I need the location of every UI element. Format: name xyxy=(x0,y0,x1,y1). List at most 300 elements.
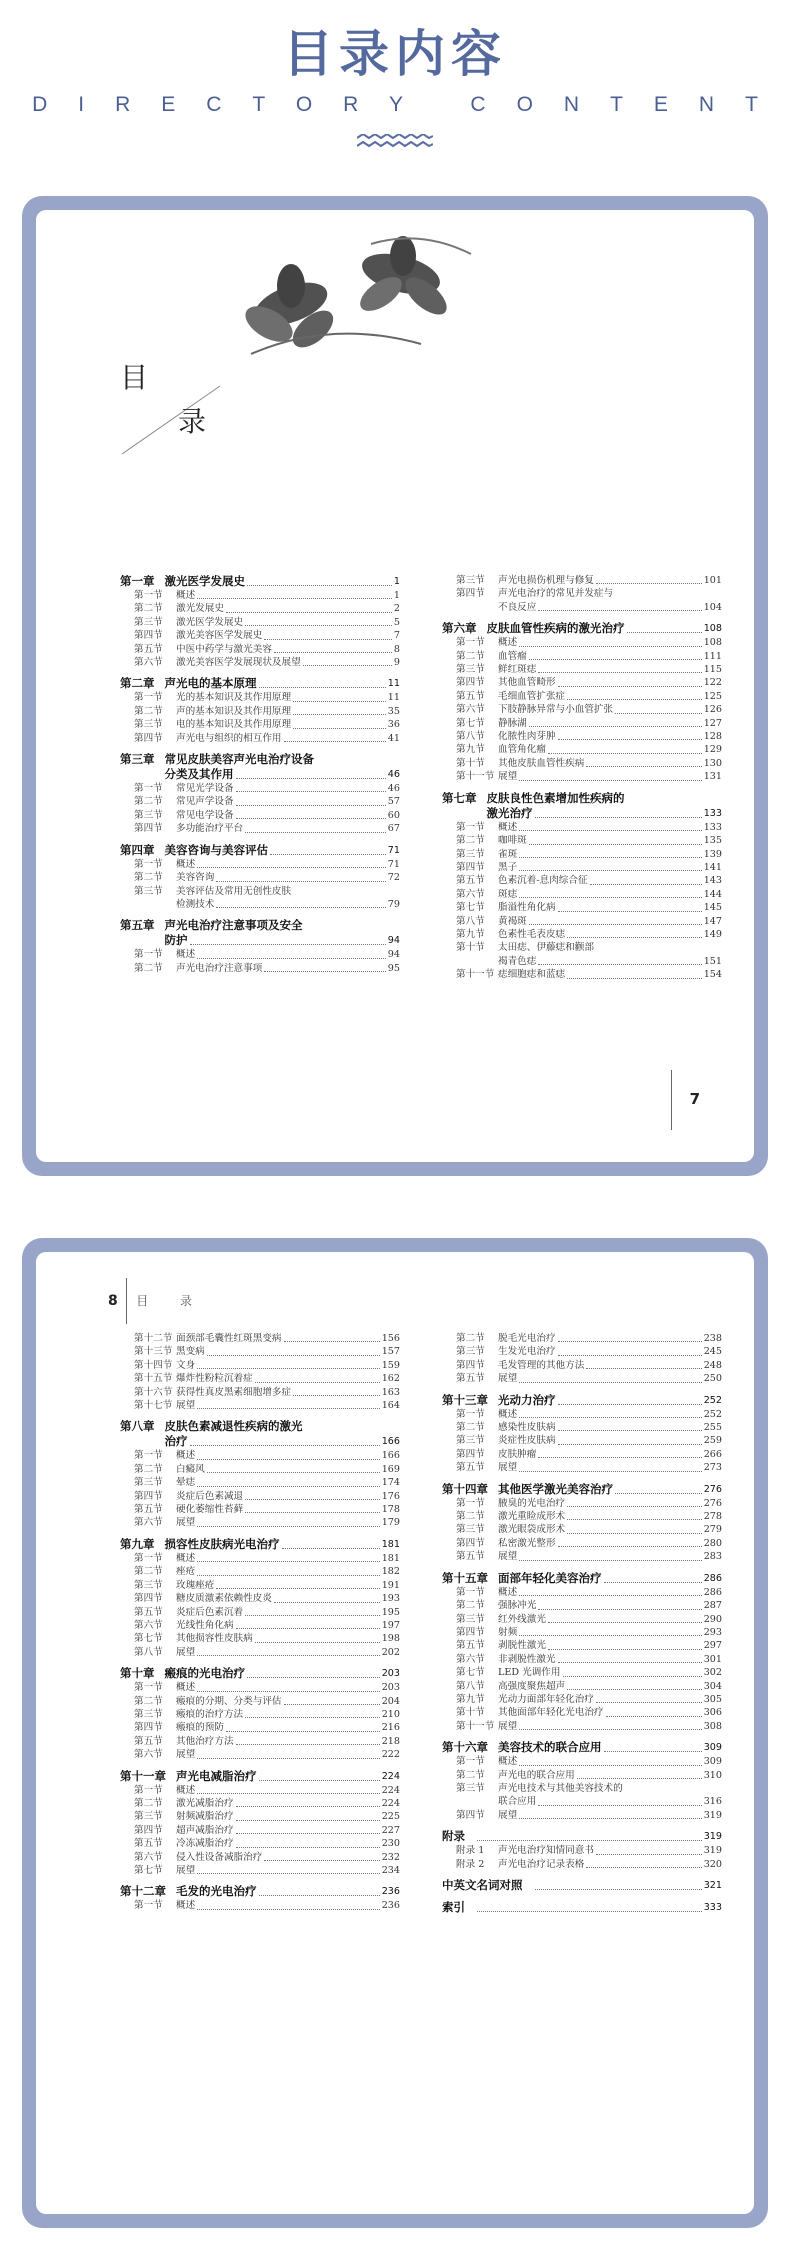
section-title: 激光减脂治疗 xyxy=(176,1797,234,1809)
page-ref: 308 xyxy=(703,1720,722,1732)
section-title: 概述 xyxy=(498,1408,518,1420)
leader-dots xyxy=(284,1341,380,1342)
leader-dots xyxy=(197,1408,380,1409)
section-number: 第二节 xyxy=(456,835,485,847)
toc-section xyxy=(442,941,722,954)
leader-dots xyxy=(197,1691,380,1692)
page-ref: 181 xyxy=(381,1538,400,1550)
chapter-number: 第十一章 xyxy=(120,1768,166,1783)
section-number: 第二节 xyxy=(134,796,163,808)
page-ref: 276 xyxy=(703,1483,722,1495)
toc-section xyxy=(120,948,400,961)
section-title: 黑子 xyxy=(498,861,518,873)
leader-dots xyxy=(519,1635,702,1636)
section-number: 第三节 xyxy=(134,809,163,821)
section-number: 第一节 xyxy=(134,1682,163,1694)
section-number: 第十节 xyxy=(456,757,485,769)
section-title: 侵入性设备减脂治疗 xyxy=(176,1851,263,1863)
section-number: 第四节 xyxy=(456,1809,485,1821)
toc-section xyxy=(120,1748,400,1761)
section-title: 雀斑 xyxy=(498,848,518,860)
leader-dots xyxy=(563,1676,702,1677)
toc-section xyxy=(442,1653,722,1666)
toc-chapter xyxy=(120,843,400,858)
chapter-title: 其他医学激光美容治疗 xyxy=(498,1481,613,1496)
section-title: 下肢静脉异常与小血管扩张 xyxy=(498,704,614,716)
section-title: 瘢痕的预防 xyxy=(176,1722,224,1734)
section-title: 概述 xyxy=(176,1552,196,1564)
section-number: 第九节 xyxy=(456,744,485,756)
chapter-number: 第十二章 xyxy=(120,1884,166,1899)
leader-dots xyxy=(596,1702,702,1703)
section-number: 第四节 xyxy=(456,1359,485,1371)
section-number: 第一节 xyxy=(456,1408,485,1420)
page-ref: 154 xyxy=(703,969,722,981)
toc-section xyxy=(120,1359,400,1372)
chapter-title-continued: 激光治疗 xyxy=(486,805,533,820)
page-ref: 319 xyxy=(703,1809,722,1821)
toc-section xyxy=(120,795,400,808)
section-title: 概述 xyxy=(176,1682,196,1694)
leader-dots xyxy=(245,1499,380,1500)
page-ref: 316 xyxy=(703,1796,722,1808)
section-number: 附录 2 xyxy=(456,1858,485,1870)
leader-dots xyxy=(590,884,702,885)
page-ref: 319 xyxy=(703,1831,722,1843)
section-number: 第一节 xyxy=(456,1756,485,1768)
section-title: 展望 xyxy=(176,1400,196,1412)
section-title: 静脉湖 xyxy=(498,717,527,729)
section-title: 光动力面部年轻化治疗 xyxy=(498,1693,594,1705)
chapter-title: 面部年轻化美容治疗 xyxy=(498,1570,602,1585)
page-ref: 224 xyxy=(381,1797,400,1809)
leader-dots xyxy=(216,1588,379,1589)
toc-section xyxy=(442,1639,722,1652)
section-number: 第七节 xyxy=(134,1633,163,1645)
section-number: 第六节 xyxy=(456,1653,485,1665)
section-number: 第三节 xyxy=(456,1782,485,1794)
page-ref: 115 xyxy=(703,664,722,676)
leader-dots xyxy=(519,1595,702,1596)
leader-dots xyxy=(197,867,386,868)
running-header-text: 目 录 xyxy=(136,1294,207,1308)
leader-dots xyxy=(255,1642,380,1643)
section-title: 概述 xyxy=(176,590,196,601)
toc-section xyxy=(120,602,400,615)
leader-dots xyxy=(216,881,385,882)
section-title: 展望 xyxy=(498,1720,518,1732)
section-number: 第二节 xyxy=(134,1797,163,1809)
leader-dots xyxy=(197,1873,380,1874)
section-title: 声光电技术与其他美容技术的 xyxy=(498,1782,623,1794)
section-title: 展望 xyxy=(498,1551,518,1563)
toc-chapter-continued xyxy=(442,806,722,821)
toc-section xyxy=(442,1497,722,1510)
section-number: 第二节 xyxy=(456,1511,485,1523)
section-number: 第十七节 xyxy=(134,1400,173,1412)
section-number: 第四节 xyxy=(456,1537,485,1549)
page-ref: 280 xyxy=(703,1537,722,1549)
page-ref: 11 xyxy=(387,692,400,704)
page-ref: 320 xyxy=(703,1858,722,1870)
toc-section xyxy=(442,703,722,716)
leader-dots xyxy=(247,585,392,586)
leader-dots xyxy=(197,958,386,959)
mulu-character-1: 目 xyxy=(120,361,149,394)
leader-dots xyxy=(558,911,702,912)
section-number: 第六节 xyxy=(134,1619,163,1631)
chapter-title: 毛发的光电治疗 xyxy=(176,1884,257,1899)
page-ref: 2 xyxy=(393,603,400,615)
section-title-continued: 检测技术 xyxy=(176,898,215,910)
section-title-continued: 不良反应 xyxy=(498,601,537,613)
section-title: 炎症后色素减退 xyxy=(176,1490,244,1502)
toc-section-continued xyxy=(120,898,400,911)
section-title-continued: 联合应用 xyxy=(498,1796,537,1808)
section-title: 感染性皮肤病 xyxy=(498,1422,556,1434)
toc-section xyxy=(442,574,722,587)
section-number: 第一节 xyxy=(134,692,163,704)
section-number: 第十一节 xyxy=(456,969,495,981)
section-number: 第四节 xyxy=(134,1593,163,1605)
leader-dots xyxy=(567,978,702,979)
toc-section-continued xyxy=(442,955,722,968)
section-title: 展望 xyxy=(498,1373,518,1385)
section-number: 第六节 xyxy=(134,1851,163,1863)
toc-section xyxy=(120,589,400,602)
page-ref: 156 xyxy=(381,1333,400,1344)
leader-dots xyxy=(529,844,702,845)
section-title: 声光电的联合应用 xyxy=(498,1769,575,1781)
toc-section xyxy=(120,1503,400,1516)
page-ref: 225 xyxy=(381,1811,400,1823)
leader-dots xyxy=(226,1731,380,1732)
toc-section xyxy=(442,1720,722,1733)
toc-section xyxy=(120,962,400,975)
section-title: 冷冻减脂治疗 xyxy=(176,1838,234,1850)
leader-dots xyxy=(245,1717,380,1718)
page-ref: 131 xyxy=(703,771,722,783)
section-title: 鲜红斑痣 xyxy=(498,664,537,676)
leader-dots xyxy=(596,1854,702,1855)
leader-dots xyxy=(586,1867,701,1868)
leader-dots xyxy=(567,1533,702,1534)
page-ref: 94 xyxy=(387,935,400,947)
section-number: 第五节 xyxy=(456,875,485,887)
leader-dots xyxy=(558,1546,702,1547)
leader-dots xyxy=(236,1847,380,1848)
leader-dots xyxy=(535,817,702,818)
page-number-divider xyxy=(671,1070,672,1130)
section-title: 黑变病 xyxy=(176,1346,205,1358)
page-ref: 126 xyxy=(703,704,722,716)
section-number: 第三节 xyxy=(134,616,163,628)
leader-dots xyxy=(197,1368,380,1369)
toc-chapter xyxy=(120,676,400,691)
section-title: 声光电与组织的相互作用 xyxy=(176,732,282,744)
leader-dots xyxy=(236,791,386,792)
leader-dots xyxy=(538,610,701,611)
toc-section xyxy=(120,1386,400,1399)
leader-dots xyxy=(519,870,702,871)
leader-dots xyxy=(207,1355,380,1356)
page-ref: 301 xyxy=(703,1653,722,1665)
leader-dots xyxy=(519,1417,702,1418)
chapter-title: 瘢痕的光电治疗 xyxy=(164,1666,245,1681)
leader-dots xyxy=(567,937,702,938)
toc-section xyxy=(120,1864,400,1877)
toc-chapter xyxy=(120,918,400,933)
section-number: 第三节 xyxy=(134,1579,163,1591)
page-ref: 287 xyxy=(703,1600,722,1612)
section-title: 声光电治疗注意事项 xyxy=(176,962,263,974)
page-ref: 283 xyxy=(703,1551,722,1563)
toc-section xyxy=(120,643,400,656)
page-ref: 104 xyxy=(703,601,722,613)
page-ref: 321 xyxy=(703,1880,722,1891)
section-number: 第一节 xyxy=(456,637,485,649)
page-ref: 310 xyxy=(703,1769,722,1781)
section-title: 色素沉着-息肉综合征 xyxy=(498,875,588,887)
page-ref: 236 xyxy=(381,1900,400,1912)
toc-section xyxy=(442,1680,722,1693)
chapter-number: 附录 xyxy=(442,1829,465,1844)
toc-section xyxy=(120,616,400,629)
section-title: 化脓性肉芽肿 xyxy=(498,731,556,743)
chapter-number: 第十六章 xyxy=(442,1740,488,1755)
section-number: 第八节 xyxy=(134,1646,163,1658)
chapter-title: 激光医学发展史 xyxy=(164,574,245,588)
section-number: 第十一节 xyxy=(456,1720,495,1732)
leader-dots xyxy=(236,1628,380,1629)
leader-dots xyxy=(270,854,386,855)
chapter-title-continued: 防护 xyxy=(164,933,188,948)
section-number: 第五节 xyxy=(456,1373,485,1385)
section-number: 第一节 xyxy=(134,949,163,961)
toc-section xyxy=(442,1332,722,1345)
leader-dots xyxy=(558,1404,702,1405)
page-ref: 147 xyxy=(703,915,722,927)
section-number: 第十三节 xyxy=(134,1346,173,1358)
leader-dots xyxy=(236,1744,380,1745)
leader-dots xyxy=(477,1911,702,1912)
toc-section xyxy=(120,1695,400,1708)
leader-dots xyxy=(519,1765,702,1766)
leader-dots xyxy=(259,1780,380,1781)
section-number: 第五节 xyxy=(134,1838,163,1850)
page-ref: 71 xyxy=(387,858,400,870)
toc-section xyxy=(120,1735,400,1748)
leader-dots xyxy=(558,1355,702,1356)
leader-dots xyxy=(577,1778,702,1779)
leader-dots xyxy=(293,714,386,715)
section-number: 第二节 xyxy=(456,1422,485,1434)
page-ref: 46 xyxy=(387,769,400,781)
leader-dots xyxy=(538,1805,701,1806)
leader-dots xyxy=(596,583,702,584)
page-ref: 94 xyxy=(387,949,400,961)
toc-section xyxy=(442,1434,722,1447)
chapter-title: 美容咨询与美容评估 xyxy=(164,842,268,857)
section-number: 第十四节 xyxy=(134,1359,173,1371)
toc-section xyxy=(120,732,400,745)
section-number: 第十六节 xyxy=(134,1386,173,1398)
section-title: 血管角化瘤 xyxy=(498,744,546,756)
section-number: 第三节 xyxy=(134,719,163,731)
section-number: 附录 1 xyxy=(456,1845,485,1857)
section-number: 第八节 xyxy=(456,1680,485,1692)
page-ref: 248 xyxy=(703,1359,722,1371)
section-number: 第七节 xyxy=(456,902,485,914)
section-number: 第二节 xyxy=(134,1695,163,1707)
leader-dots xyxy=(519,897,702,898)
sub-title: DIRECTORY CONTENT xyxy=(32,93,789,116)
section-number: 第二节 xyxy=(134,1566,163,1578)
page-ref: 162 xyxy=(381,1373,400,1385)
section-title: 中医中药学与激光美容 xyxy=(176,643,272,655)
section-number: 第十节 xyxy=(456,942,485,954)
section-number: 第五节 xyxy=(456,1551,485,1563)
section-number: 第九节 xyxy=(456,928,485,940)
section-number: 第十二节 xyxy=(134,1333,173,1344)
section-title: 获得性真皮黑素细胞增多症 xyxy=(176,1386,292,1398)
chapter-title: 美容技术的联合应用 xyxy=(498,1740,602,1755)
page-ref: 191 xyxy=(381,1579,400,1591)
toc-section xyxy=(120,1606,400,1619)
section-title: 私密激光整形 xyxy=(498,1537,556,1549)
main-title: 目录内容 xyxy=(283,25,507,83)
toc-section xyxy=(120,1399,400,1412)
toc-section xyxy=(442,690,722,703)
toc-section xyxy=(120,1837,400,1850)
page-ref: 286 xyxy=(703,1572,722,1584)
leader-dots xyxy=(247,1677,380,1678)
toc-section xyxy=(442,928,722,941)
page-ref: 71 xyxy=(387,844,400,856)
section-number: 第三节 xyxy=(456,664,485,676)
toc-chapter-continued xyxy=(120,767,400,782)
section-title: 概述 xyxy=(176,1784,196,1796)
toc-section xyxy=(120,1632,400,1645)
page-ref: 216 xyxy=(381,1722,400,1734)
section-number: 第三节 xyxy=(134,885,163,897)
section-title: 声光电损伤机理与修复 xyxy=(498,575,594,586)
section-title: 射频减脂治疗 xyxy=(176,1811,234,1823)
toc-section xyxy=(442,1626,722,1639)
page-number: 7 xyxy=(689,1090,700,1108)
section-number: 第十一节 xyxy=(456,771,495,783)
toc-section xyxy=(120,885,400,898)
page-ref: 273 xyxy=(703,1462,722,1474)
section-number: 第四节 xyxy=(456,1448,485,1460)
toc-section xyxy=(442,1613,722,1626)
toc-section xyxy=(442,1523,722,1536)
page-ref: 166 xyxy=(381,1450,400,1462)
section-title: 瘢痕的治疗方法 xyxy=(176,1708,244,1720)
leader-dots xyxy=(259,687,386,688)
leader-dots xyxy=(197,1459,380,1460)
page-ref: 163 xyxy=(381,1386,400,1398)
chapter-number: 第八章 xyxy=(120,1419,155,1434)
page-ref: 95 xyxy=(387,962,400,974)
toc-chapter-continued xyxy=(120,1434,400,1449)
section-number: 第三节 xyxy=(134,1708,163,1720)
toc-section xyxy=(442,636,722,649)
page-ref: 224 xyxy=(381,1784,400,1796)
section-title: 概述 xyxy=(498,637,518,649)
leader-dots xyxy=(567,1689,702,1690)
leader-dots xyxy=(477,1840,702,1841)
page-ref: 319 xyxy=(703,1845,722,1857)
page-ref: 60 xyxy=(387,809,400,821)
page-ref: 202 xyxy=(381,1646,400,1658)
section-title: 概述 xyxy=(176,1450,196,1462)
chapter-number: 索引 xyxy=(442,1900,465,1914)
toc-chapter xyxy=(442,621,722,636)
page-ref: 286 xyxy=(703,1586,722,1598)
leader-dots xyxy=(226,612,392,613)
page-ref: 266 xyxy=(703,1448,722,1460)
toc-section xyxy=(120,1721,400,1734)
section-title: 红外线激光 xyxy=(498,1613,546,1625)
toc-page-2 xyxy=(22,1238,768,2228)
page-ref: 234 xyxy=(381,1865,400,1876)
chapter-title: 皮肤良性色素增加性疾病的 xyxy=(486,790,625,805)
leader-dots xyxy=(197,1909,380,1910)
leader-dots xyxy=(245,1512,380,1513)
leader-dots xyxy=(538,964,701,965)
chapter-title-continued: 治疗 xyxy=(164,1434,188,1449)
leader-dots xyxy=(216,907,385,908)
leader-dots xyxy=(264,971,385,972)
section-title: 非剥脱性激光 xyxy=(498,1653,556,1665)
leader-dots xyxy=(529,659,702,660)
page-ref: 108 xyxy=(703,637,722,649)
section-title: 概述 xyxy=(176,1900,196,1912)
chapter-number: 第十三章 xyxy=(442,1392,488,1407)
toc-chapter xyxy=(120,1884,400,1899)
leader-dots xyxy=(529,924,702,925)
page-ref: 236 xyxy=(381,1886,400,1898)
toc-section xyxy=(120,871,400,884)
toc-section xyxy=(120,1579,400,1592)
toc-section xyxy=(442,1693,722,1706)
toc-section xyxy=(120,1646,400,1659)
toc-section xyxy=(442,1537,722,1550)
toc-section-continued xyxy=(442,601,722,614)
toc-section xyxy=(120,1332,400,1345)
page-ref: 166 xyxy=(381,1436,400,1448)
toc-section xyxy=(120,782,400,795)
page-ref: 46 xyxy=(387,783,400,795)
chapter-number: 第九章 xyxy=(120,1536,155,1551)
section-number: 第二节 xyxy=(456,650,485,662)
toc-section xyxy=(120,1592,400,1605)
page-ref: 36 xyxy=(387,719,400,731)
toc-section xyxy=(442,1599,722,1612)
mulu-character-2: 录 xyxy=(178,405,207,438)
page-ref: 35 xyxy=(387,705,400,717)
leader-dots xyxy=(264,639,392,640)
page-ref: 139 xyxy=(703,848,722,860)
section-title: 概述 xyxy=(498,1756,518,1768)
toc-section xyxy=(120,1708,400,1721)
page-ref: 178 xyxy=(381,1504,400,1516)
leader-dots xyxy=(529,726,702,727)
toc-section xyxy=(120,822,400,835)
page-ref: 297 xyxy=(703,1640,722,1652)
page-ref: 67 xyxy=(387,823,400,835)
